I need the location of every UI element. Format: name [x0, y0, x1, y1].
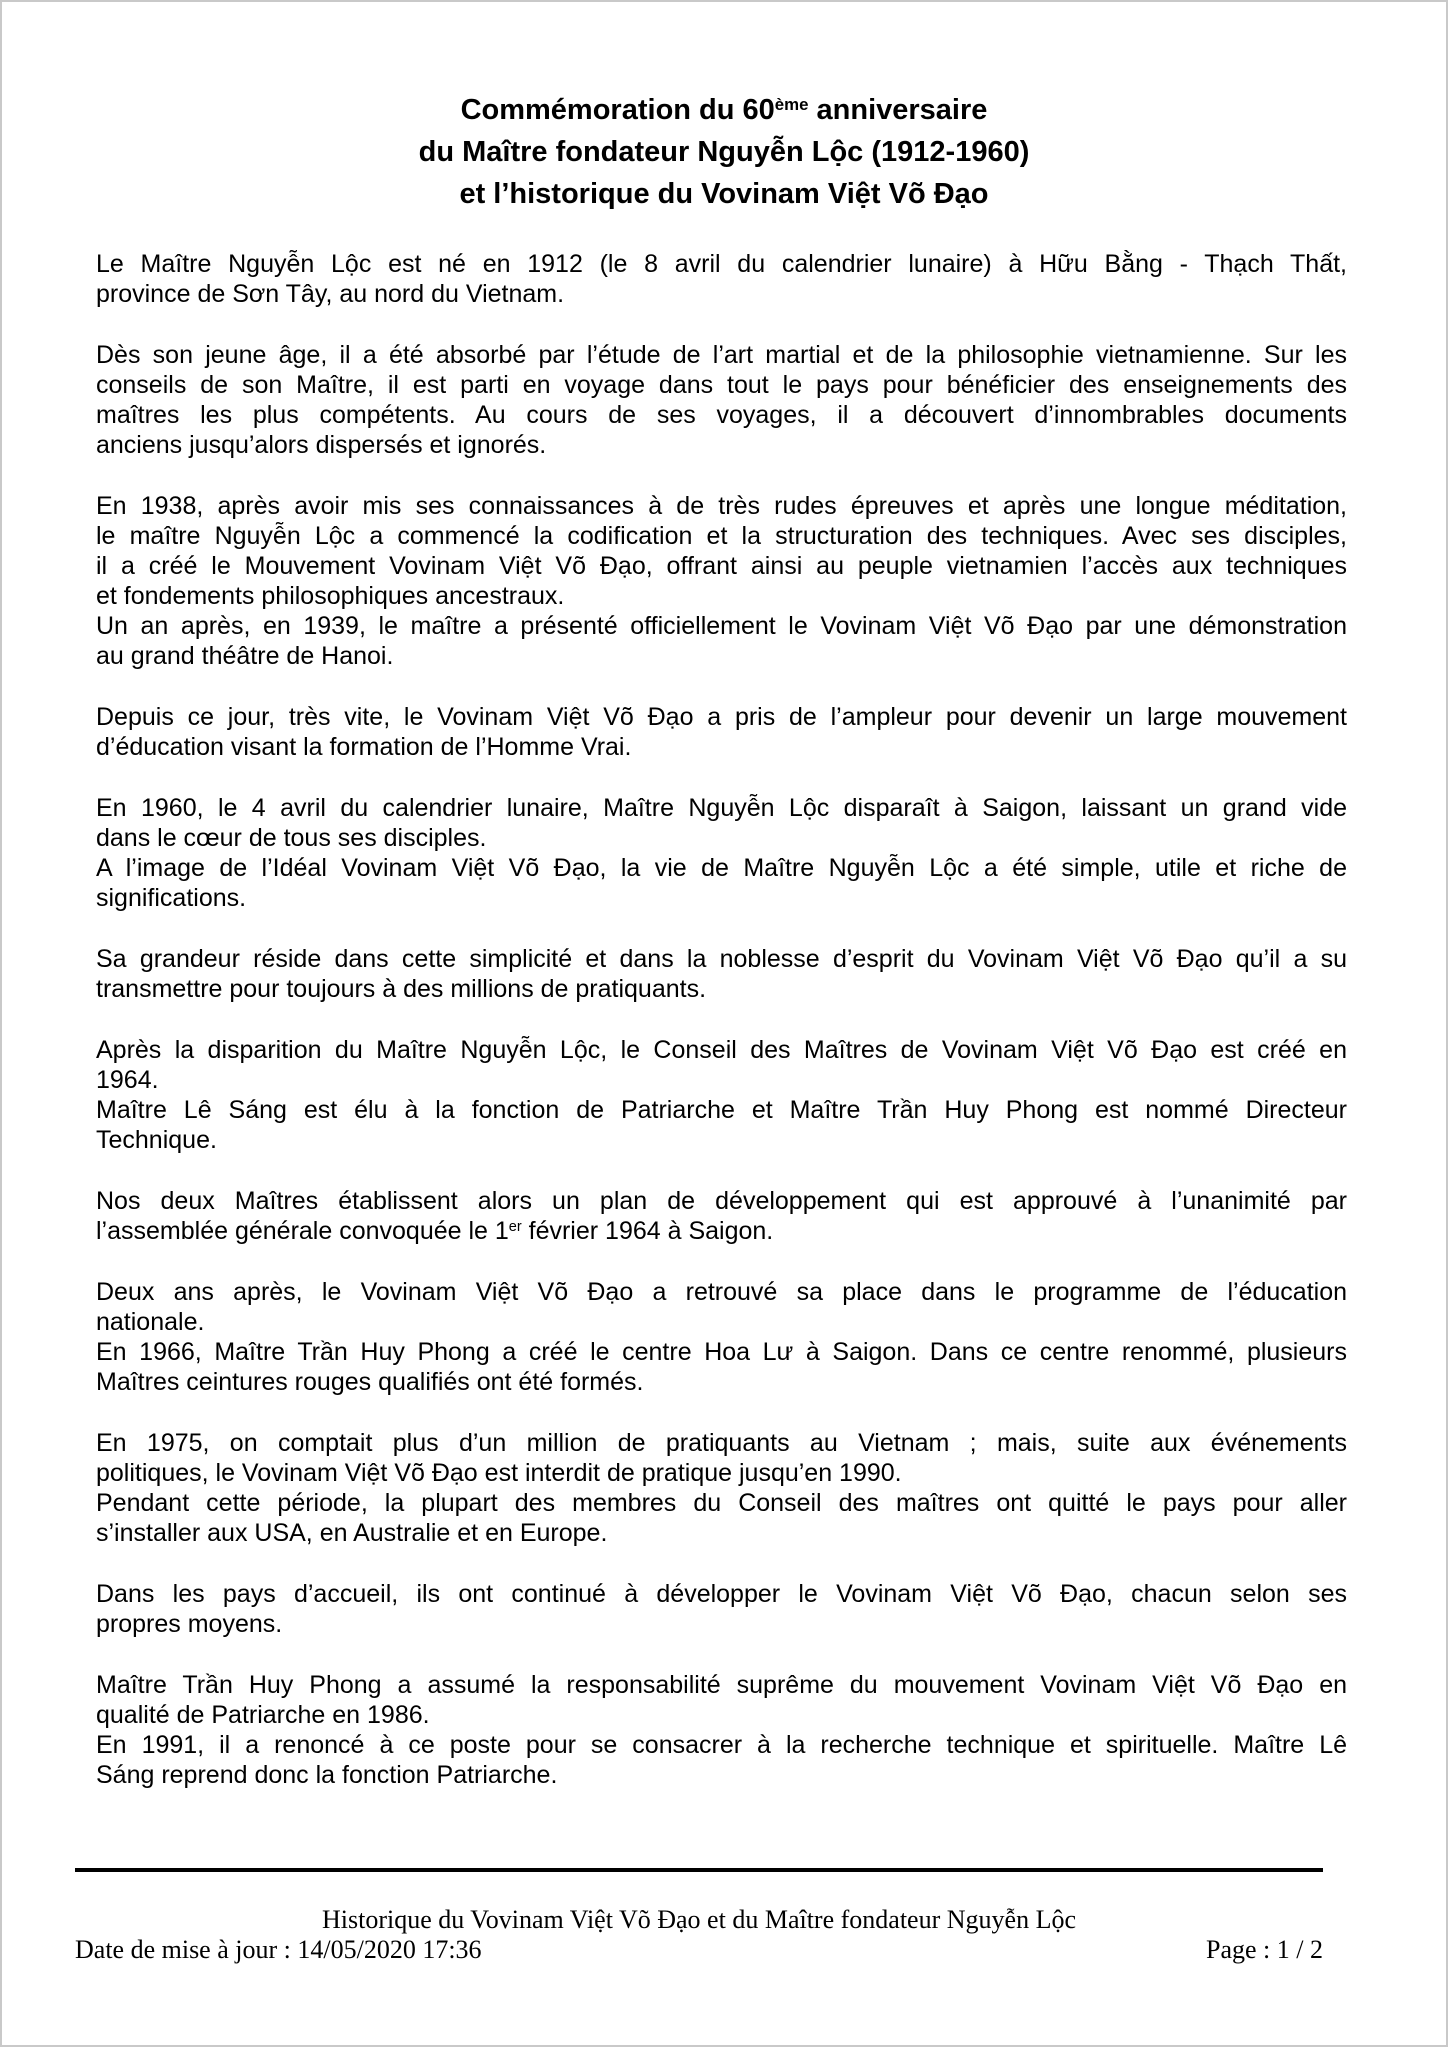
paragraph — [96, 944, 1347, 1004]
paragraph — [96, 249, 1347, 309]
footer-page-number: Page : 1 / 2 — [1206, 1935, 1323, 1964]
title-line: et l’historique du Vovinam Việt Võ Đạo — [459, 178, 989, 210]
text-line: le maître Nguyễn Lộc a commencé la codification et la structuration des techniques. Avec ses disciples, — [96, 522, 1347, 550]
text-line: Sa grandeur réside dans cette simplicité et dans la noblesse d’esprit du Vovinam Việt Võ Đạo qu’il a su — [96, 945, 1347, 973]
paragraph — [96, 1428, 1347, 1548]
superscript: ème — [774, 95, 809, 115]
paragraph — [96, 1186, 1347, 1246]
text-line: il a créé le Mouvement Vovinam Việt Võ Đạo, offrant ainsi au peuple vietnamien l’accès aux techniques — [96, 552, 1347, 580]
text-line: province de Sơn Tây, au nord du Vietnam. — [96, 280, 565, 308]
text-line: transmettre pour toujours à des millions de pratiquants. — [96, 975, 707, 1003]
paragraph — [96, 1670, 1347, 1790]
superscript: er — [508, 1219, 522, 1236]
paragraph — [96, 793, 1347, 913]
title-line: du Maître fondateur Nguyễn Lộc (1912-1960) — [418, 136, 1030, 168]
text-line: significations. — [96, 884, 247, 912]
text-line: Maître Lê Sáng est élu à la fonction de Patriarche et Maître Trần Huy Phong est nommé Directeur — [96, 1096, 1347, 1124]
text-line: En 1975, on comptait plus d’un million de pratiquants au Vietnam ; mais, suite aux événements — [96, 1429, 1347, 1457]
paragraph — [96, 702, 1347, 762]
text-line: Après la disparition du Maître Nguyễn Lộc, le Conseil des Maîtres de Vovinam Việt Võ Đạo est créé en — [96, 1036, 1347, 1064]
title-lines — [0, 89, 1448, 215]
text-line: En 1991, il a renoncé à ce poste pour se consacrer à la recherche technique et spirituelle. Maître Lê — [96, 1731, 1347, 1759]
text-line: s’installer aux USA, en Australie et en Europe. — [96, 1519, 608, 1547]
text-line: anciens jusqu’alors dispersés et ignorés. — [96, 431, 547, 459]
page-footer — [75, 1868, 1323, 1965]
text-line: Le Maître Nguyễn Lộc est né en 1912 (le 8 avril du calendrier lunaire) à Hữu Bằng - Thạch Thất, — [96, 250, 1347, 278]
text-line: dans le cœur de tous ses disciples. — [96, 824, 487, 852]
paragraph — [96, 1035, 1347, 1155]
footer-row — [75, 1935, 1323, 1965]
text-line: l’assemblée générale convoquée le 1er février 1964 à Saigon. — [96, 1217, 774, 1245]
text-line: conseils de son Maître, il est parti en voyage dans tout le pays pour bénéficier des enseignements des — [96, 371, 1347, 399]
text-line: Dans les pays d’accueil, ils ont continué à développer le Vovinam Việt Võ Đạo, chacun selon ses — [96, 1580, 1347, 1608]
text-line: Depuis ce jour, très vite, le Vovinam Việt Võ Đạo a pris de l’ampleur pour devenir un large mouvement — [96, 703, 1347, 731]
text-line: d’éducation visant la formation de l’Homme Vrai. — [96, 733, 632, 761]
text-line: au grand théâtre de Hanoi. — [96, 642, 394, 670]
text-line: Deux ans après, le Vovinam Việt Võ Đạo a retrouvé sa place dans le programme de l’éducation — [96, 1278, 1347, 1306]
footer-rule — [75, 1868, 1323, 1872]
text-line: Nos deux Maîtres établissent alors un plan de développement qui est approuvé à l’unanimité par — [96, 1187, 1347, 1215]
text-line: Pendant cette période, la plupart des membres du Conseil des maîtres ont quitté le pays pour aller — [96, 1489, 1347, 1517]
footer-document-title: Historique du Vovinam Việt Võ Đạo et du Maître fondateur Nguyễn Lộc — [322, 1905, 1076, 1934]
text-line: propres moyens. — [96, 1610, 283, 1638]
text-line: Technique. — [96, 1126, 217, 1154]
text-line: En 1960, le 4 avril du calendrier lunaire, Maître Nguyễn Lộc disparaît à Saigon, laissant un grand vide — [96, 794, 1347, 822]
footer-update-date: Date de mise à jour : 14/05/2020 17:36 — [75, 1935, 482, 1964]
title-line: Commémoration du 60ème anniversaire — [460, 94, 988, 126]
text-line: En 1938, après avoir mis ses connaissances à de très rudes épreuves et après une longue méditation, — [96, 492, 1347, 520]
text-line: politiques, le Vovinam Việt Võ Đạo est interdit de pratique jusqu’en 1990. — [96, 1459, 902, 1487]
text-line: maîtres les plus compétents. Au cours de ses voyages, il a découvert d’innombrables documents — [96, 401, 1347, 429]
paragraph — [96, 1277, 1347, 1397]
text-line: et fondements philosophiques ancestraux. — [96, 582, 565, 610]
document-body — [96, 249, 1347, 1790]
text-line: nationale. — [96, 1308, 205, 1336]
text-line: Maître Trần Huy Phong a assumé la responsabilité suprême du mouvement Vovinam Việt Võ Đạo en — [96, 1671, 1347, 1699]
text-line: Sáng reprend donc la fonction Patriarche. — [96, 1761, 558, 1789]
document-title — [0, 0, 1448, 215]
text-line: Dès son jeune âge, il a été absorbé par l’étude de l’art martial et de la philosophie vietnamienne. Sur les — [96, 341, 1347, 369]
text-line: 1964. — [96, 1066, 159, 1094]
text-line: En 1966, Maître Trần Huy Phong a créé le centre Hoa Lư à Saigon. Dans ce centre renommé, plusieurs — [96, 1338, 1347, 1366]
text-line: Un an après, en 1939, le maître a présenté officiellement le Vovinam Việt Võ Đạo par une démonstration — [96, 612, 1347, 640]
paragraph — [96, 1579, 1347, 1639]
text-line: A l’image de l’Idéal Vovinam Việt Võ Đạo, la vie de Maître Nguyễn Lộc a été simple, utile et riche de — [96, 854, 1347, 882]
text-line: Maîtres ceintures rouges qualifiés ont été formés. — [96, 1368, 644, 1396]
text-line: qualité de Patriarche en 1986. — [96, 1701, 430, 1729]
paragraph — [96, 340, 1347, 460]
paragraph — [96, 491, 1347, 671]
